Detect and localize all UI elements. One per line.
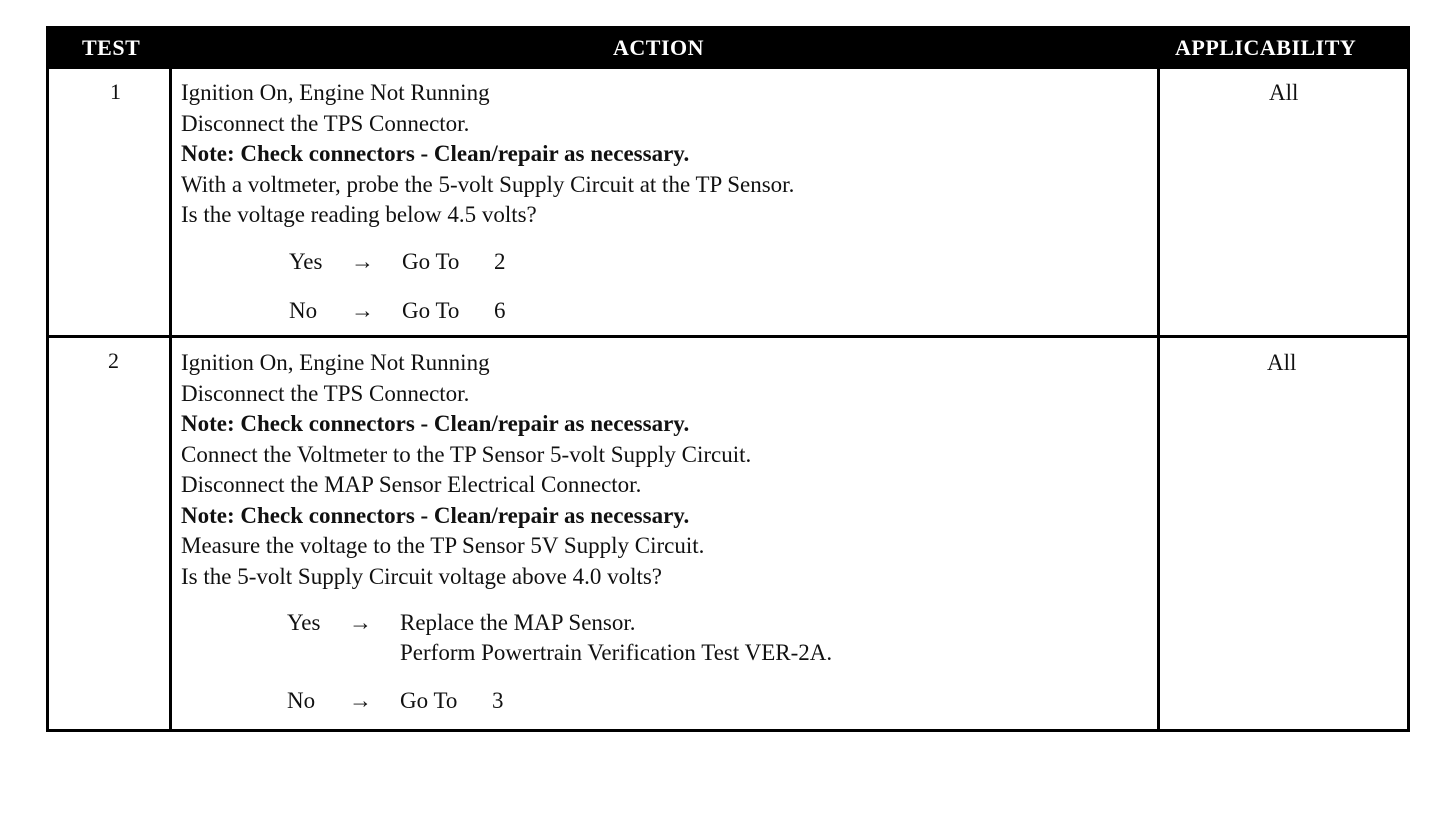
action-line: Disconnect the MAP Sensor Electrical Connector. xyxy=(181,472,642,497)
yes-label: Yes xyxy=(287,610,321,635)
table-row xyxy=(49,338,1407,729)
action-line: Is the 5-volt Supply Circuit voltage above 4.0 volts? xyxy=(181,563,663,589)
action-line: With a voltmeter, probe the 5-volt Supply Circuit at the TP Sensor. xyxy=(181,171,795,197)
branch-result: Replace the MAP Sensor. xyxy=(400,610,636,635)
branch-result-2: Perform Powertrain Verification Test VER-2A. xyxy=(400,640,833,665)
branch-target: 3 xyxy=(492,688,504,713)
test-number: 1 xyxy=(110,79,121,104)
branch-result: Go To xyxy=(402,249,460,274)
no-label: No xyxy=(287,688,316,713)
action-line: Ignition On, Engine Not Running xyxy=(181,80,490,105)
header-action: ACTION xyxy=(613,35,705,60)
no-label: No xyxy=(289,298,318,323)
arrow-icon: → xyxy=(349,610,372,635)
table-header xyxy=(49,29,1407,69)
yes-label: Yes xyxy=(289,249,323,274)
applicability-value: All xyxy=(1267,350,1297,375)
table-row xyxy=(49,69,1407,335)
action-note: Note: Check connectors - Clean/repair as necessary. xyxy=(181,141,690,166)
branch-result: Go To xyxy=(402,298,460,323)
action-line: Is the voltage reading below 4.5 volts? xyxy=(181,202,537,227)
action-line: Disconnect the TPS Connector. xyxy=(181,110,470,136)
test-number: 2 xyxy=(108,348,119,373)
action-line: Measure the voltage to the TP Sensor 5V Supply Circuit. xyxy=(181,533,705,558)
arrow-icon: → xyxy=(349,688,372,713)
header-applicability: APPLICABILITY xyxy=(1175,35,1357,60)
action-line: Disconnect the TPS Connector. xyxy=(181,380,470,406)
action-text xyxy=(181,78,794,231)
branch-target: 6 xyxy=(494,298,506,323)
action-text xyxy=(181,348,751,592)
diagnostic-test-table xyxy=(46,26,1410,732)
branch-target: 2 xyxy=(494,249,506,274)
arrow-icon: → xyxy=(351,249,374,274)
action-note: Note: Check connectors - Clean/repair as necessary. xyxy=(181,411,690,436)
action-line: Ignition On, Engine Not Running xyxy=(181,350,490,375)
applicability-value: All xyxy=(1269,80,1299,105)
action-note: Note: Check connectors - Clean/repair as necessary. xyxy=(181,502,690,528)
header-test: TEST xyxy=(82,35,141,60)
arrow-icon: → xyxy=(351,298,374,323)
branch-result: Go To xyxy=(400,688,458,713)
action-line: Connect the Voltmeter to the TP Sensor 5-volt Supply Circuit. xyxy=(181,441,752,467)
